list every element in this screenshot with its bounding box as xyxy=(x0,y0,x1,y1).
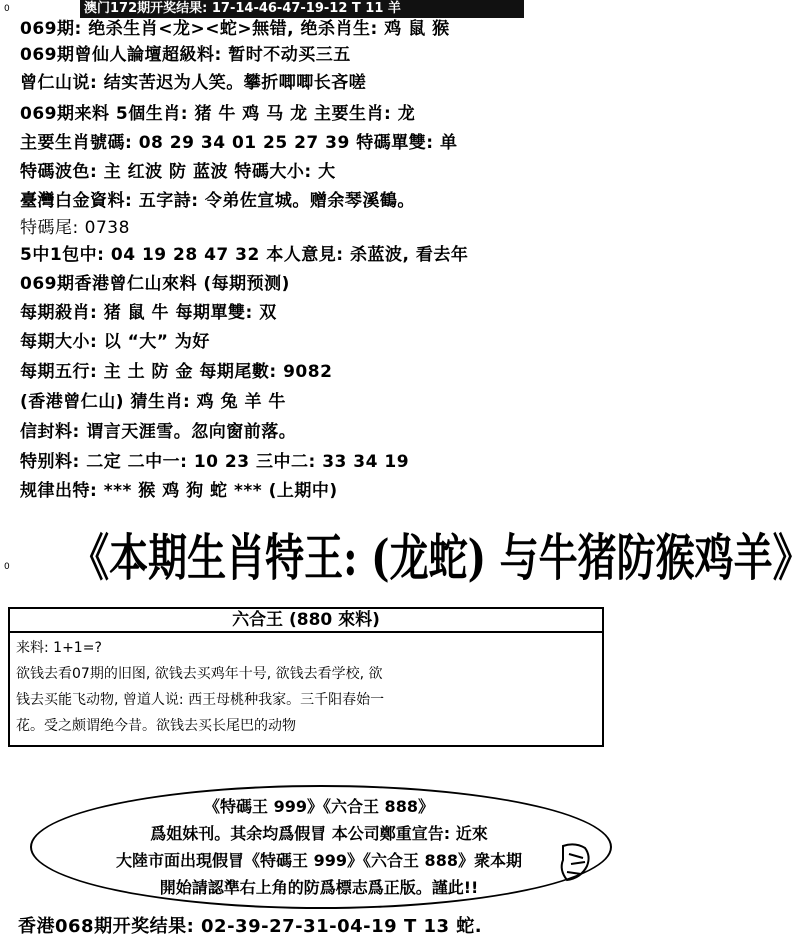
liuhe-line: 花。受之颇谓绝今昔。欲钱去买长尾巴的动物 xyxy=(16,718,296,734)
line-kill-zodiac: 069期: 绝杀生肖<龙><蛇>無错, 绝杀肖生: 鸡 鼠 猴 xyxy=(20,19,450,39)
anti-counterfeit-seal-icon xyxy=(555,840,597,886)
line-envelope: 信封料: 谓言天涯雪。忽向窗前落。 xyxy=(20,422,297,442)
headline-special-king: 《本期生肖特王: (龙蛇) 与牛猪防猴鸡羊》 xyxy=(70,528,812,587)
line-five-elements: 每期五行: 主 土 防 金 每期尾數: 9082 xyxy=(20,362,333,382)
line-special-material: 特别料: 二定 二中一: 10 23 三中二: 33 34 19 xyxy=(20,452,410,472)
line-zeng-renshan-says: 曾仁山说: 结实苦迟为人笑。攀折唧唧长吝嗟 xyxy=(20,73,367,93)
line-five-zodiacs: 069期来料 5個生肖: 猪 牛 鸡 马 龙 主要生肖: 龙 xyxy=(20,104,416,124)
corner-mark-mid: 0 xyxy=(4,562,10,572)
line-wave-color: 特碼波色: 主 红波 防 蓝波 特碼大小: 大 xyxy=(20,162,336,182)
liuhe-box-body xyxy=(16,635,596,739)
liuhe-box xyxy=(8,607,604,747)
liuhe-line: 欲钱去看07期的旧图, 欲钱去买鸡年十号, 欲钱去看学校, 欲 xyxy=(16,666,383,682)
bottom-draw-result: 香港068期开奖结果: 02-39-27-31-04-19 T 13 蛇. xyxy=(18,916,483,937)
notice-line: 開始請認準右上角的防爲標志爲正版。謹此!! xyxy=(159,878,479,897)
top-draw-result: 澳门172期开奖结果: 17-14-46-47-19-12 T 11 羊 xyxy=(80,0,524,18)
line-big-small: 每期大小: 以 “大” 为好 xyxy=(20,332,210,352)
notice-line: 爲姐妹刊。其余均爲假冒 本公司鄭重宣告: 近來 xyxy=(150,824,488,843)
line-taiwan-poem: 臺灣白金資料: 五字詩: 令弟佐宣城。赠余琴溪鶴。 xyxy=(20,191,415,211)
notice-line: 大陸市面出現假冒《特碼王 999》《六合王 888》衆本期 xyxy=(116,851,522,870)
line-pattern: 规律出特: *** 猴 鸡 狗 蛇 *** (上期中) xyxy=(20,481,338,501)
line-five-in-one: 5中1包中: 04 19 28 47 32 本人意見: 杀蓝波, 看去年 xyxy=(20,245,469,265)
line-main-numbers: 主要生肖號碼: 08 29 34 01 25 27 39 特碼單雙: 单 xyxy=(20,133,458,153)
line-kill-odd-even: 每期殺肖: 猪 鼠 牛 每期單雙: 双 xyxy=(20,303,277,323)
liuhe-line: 钱去买能飞动物, 曾道人说: 西王母桃种我家。三千阳春始一 xyxy=(16,692,385,708)
line-special-tail: 特碼尾: 0738 xyxy=(20,218,130,238)
notice-line: 《特碼王 999》《六合王 888》 xyxy=(204,797,434,816)
corner-mark-top: 0 xyxy=(4,4,10,14)
line-hk-material-title: 069期香港曾仁山來料 (每期预测) xyxy=(20,274,290,294)
liuhe-box-title: 六合王 (880 來料) xyxy=(10,609,602,633)
line-guess-zodiac: (香港曾仁山) 猜生肖: 鸡 兔 羊 牛 xyxy=(20,392,286,412)
line-forum-material: 069期曾仙人論壇超級料: 暂时不动买三五 xyxy=(20,45,351,65)
liuhe-line: 来料: 1+1=? xyxy=(16,640,102,656)
